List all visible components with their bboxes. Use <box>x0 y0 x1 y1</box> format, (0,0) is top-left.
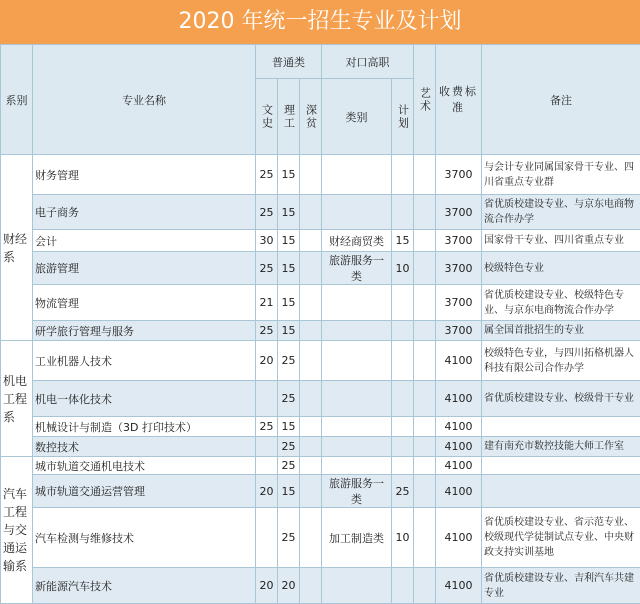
shen-cell <box>300 155 322 195</box>
fee-cell: 4100 <box>436 417 482 437</box>
category-cell <box>322 457 392 475</box>
li-cell: 25 <box>278 437 300 457</box>
category-cell <box>322 437 392 457</box>
category-cell: 财经商贸类 <box>322 230 392 252</box>
plan-cell: 15 <box>392 230 414 252</box>
table-row <box>1 417 640 437</box>
li-cell: 25 <box>278 508 300 568</box>
wen-cell: 20 <box>256 568 278 604</box>
note-cell <box>482 457 640 475</box>
wen-cell <box>256 381 278 417</box>
li-cell: 15 <box>278 417 300 437</box>
wen-cell: 25 <box>256 417 278 437</box>
li-cell: 25 <box>278 341 300 381</box>
major-cell: 汽车检测与维修技术 <box>33 508 256 568</box>
major-cell: 电子商务 <box>33 195 256 230</box>
fee-cell: 4100 <box>436 341 482 381</box>
category-cell <box>322 155 392 195</box>
li-cell: 15 <box>278 195 300 230</box>
table-row <box>1 381 640 417</box>
page-title: 2020 年统一招生专业及计划 <box>0 0 640 44</box>
shen-cell <box>300 252 322 285</box>
plan-cell <box>392 568 414 604</box>
category-cell <box>322 285 392 321</box>
fee-cell: 3700 <box>436 285 482 321</box>
plan-cell <box>392 437 414 457</box>
art-cell <box>414 475 436 508</box>
major-cell: 机电一体化技术 <box>33 381 256 417</box>
note-cell: 属全国首批招生的专业 <box>482 321 640 341</box>
art-cell <box>414 341 436 381</box>
fee-cell: 3700 <box>436 195 482 230</box>
shen-cell <box>300 230 322 252</box>
table-row <box>1 437 640 457</box>
wen-cell <box>256 437 278 457</box>
major-cell: 机械设计与制造（3D 打印技术） <box>33 417 256 437</box>
major-cell: 财务管理 <box>33 155 256 195</box>
wen-cell: 20 <box>256 341 278 381</box>
art-cell <box>414 437 436 457</box>
art-cell <box>414 195 436 230</box>
fee-cell: 3700 <box>436 155 482 195</box>
major-cell: 新能源汽车技术 <box>33 568 256 604</box>
shen-cell <box>300 437 322 457</box>
note-cell <box>482 475 640 508</box>
plan-cell: 10 <box>392 252 414 285</box>
fee-cell: 3700 <box>436 230 482 252</box>
art-cell <box>414 457 436 475</box>
wen-cell <box>256 508 278 568</box>
shen-cell <box>300 195 322 230</box>
art-cell <box>414 155 436 195</box>
table-row <box>1 285 640 321</box>
art-cell <box>414 381 436 417</box>
header-li: 理工 <box>278 79 300 155</box>
li-cell: 15 <box>278 475 300 508</box>
header-wen: 文史 <box>256 79 278 155</box>
header-dept: 系别 <box>1 45 33 155</box>
plan-cell <box>392 417 414 437</box>
shen-cell <box>300 417 322 437</box>
category-cell <box>322 417 392 437</box>
fee-cell: 4100 <box>436 508 482 568</box>
major-cell: 工业机器人技术 <box>33 341 256 381</box>
plan-cell <box>392 195 414 230</box>
wen-cell: 25 <box>256 252 278 285</box>
category-cell <box>322 321 392 341</box>
enrollment-table <box>0 44 640 604</box>
note-cell: 校级特色专业，与四川拓格机器人科技有限公司合作办学 <box>482 341 640 381</box>
category-cell: 加工制造类 <box>322 508 392 568</box>
li-cell: 25 <box>278 381 300 417</box>
note-cell: 省优质校建设专业、与京东电商物流合作办学 <box>482 195 640 230</box>
dept-cell: 财经系 <box>1 155 33 341</box>
category-cell <box>322 195 392 230</box>
shen-cell <box>300 568 322 604</box>
major-cell: 物流管理 <box>33 285 256 321</box>
note-cell: 省优质校建设专业、省示范专业、校级现代学徒制试点专业、中央财政支持实训基地 <box>482 508 640 568</box>
fee-cell: 3700 <box>436 252 482 285</box>
wen-cell <box>256 457 278 475</box>
fee-cell: 3700 <box>436 321 482 341</box>
shen-cell <box>300 321 322 341</box>
header-art: 艺术 <box>414 45 436 155</box>
header-note: 备注 <box>482 45 640 155</box>
art-cell <box>414 321 436 341</box>
art-cell <box>414 230 436 252</box>
table-row <box>1 508 640 568</box>
shen-cell <box>300 475 322 508</box>
header-leibie: 类别 <box>322 79 392 155</box>
li-cell: 15 <box>278 321 300 341</box>
li-cell: 15 <box>278 155 300 195</box>
major-cell: 数控技术 <box>33 437 256 457</box>
note-cell: 国家骨干专业、四川省重点专业 <box>482 230 640 252</box>
fee-cell: 4100 <box>436 457 482 475</box>
note-cell: 省优质校建设专业、吉利汽车共建专业 <box>482 568 640 604</box>
table-row <box>1 475 640 508</box>
wen-cell: 25 <box>256 195 278 230</box>
table-row <box>1 457 640 475</box>
wen-cell: 25 <box>256 155 278 195</box>
table-row <box>1 155 640 195</box>
plan-cell <box>392 285 414 321</box>
dept-cell: 机电工程系 <box>1 341 33 457</box>
major-cell: 城市轨道交通机电技术 <box>33 457 256 475</box>
header-general: 普通类 <box>256 45 322 79</box>
note-cell: 与会计专业同属国家骨干专业、四川省重点专业群 <box>482 155 640 195</box>
li-cell: 15 <box>278 285 300 321</box>
li-cell: 15 <box>278 230 300 252</box>
plan-cell <box>392 341 414 381</box>
li-cell: 20 <box>278 568 300 604</box>
major-cell: 城市轨道交通运营管理 <box>33 475 256 508</box>
art-cell <box>414 568 436 604</box>
plan-cell <box>392 321 414 341</box>
art-cell <box>414 285 436 321</box>
fee-cell: 4100 <box>436 381 482 417</box>
category-cell: 旅游服务一类 <box>322 252 392 285</box>
note-cell: 建有南充市数控技能大师工作室 <box>482 437 640 457</box>
dept-cell: 汽车工程与交通运输系 <box>1 457 33 604</box>
shen-cell <box>300 508 322 568</box>
fee-cell: 4100 <box>436 475 482 508</box>
fee-cell: 4100 <box>436 568 482 604</box>
plan-cell: 10 <box>392 508 414 568</box>
shen-cell <box>300 285 322 321</box>
table-row <box>1 195 640 230</box>
table-row <box>1 230 640 252</box>
plan-cell <box>392 457 414 475</box>
table-row <box>1 252 640 285</box>
wen-cell: 21 <box>256 285 278 321</box>
major-cell: 会计 <box>33 230 256 252</box>
header-major: 专业名称 <box>33 45 256 155</box>
table-row <box>1 321 640 341</box>
note-cell <box>482 417 640 437</box>
category-cell <box>322 341 392 381</box>
shen-cell <box>300 381 322 417</box>
category-cell: 旅游服务一类 <box>322 475 392 508</box>
category-cell <box>322 568 392 604</box>
shen-cell <box>300 457 322 475</box>
header-plan: 计划 <box>392 79 414 155</box>
header-shen: 深贫 <box>300 79 322 155</box>
table-row <box>1 341 640 381</box>
plan-cell <box>392 381 414 417</box>
major-cell: 研学旅行管理与服务 <box>33 321 256 341</box>
table-row <box>1 568 640 604</box>
note-cell: 校级特色专业 <box>482 252 640 285</box>
plan-cell: 25 <box>392 475 414 508</box>
wen-cell: 25 <box>256 321 278 341</box>
art-cell <box>414 417 436 437</box>
art-cell <box>414 252 436 285</box>
category-cell <box>322 381 392 417</box>
plan-cell <box>392 155 414 195</box>
fee-cell: 4100 <box>436 437 482 457</box>
li-cell: 25 <box>278 457 300 475</box>
major-cell: 旅游管理 <box>33 252 256 285</box>
header-duikou: 对口高职 <box>322 45 414 79</box>
wen-cell: 30 <box>256 230 278 252</box>
art-cell <box>414 508 436 568</box>
wen-cell: 20 <box>256 475 278 508</box>
note-cell: 省优质校建设专业、校级骨干专业 <box>482 381 640 417</box>
note-cell: 省优质校建设专业、校级特色专业、与京东电商物流合作办学 <box>482 285 640 321</box>
shen-cell <box>300 341 322 381</box>
li-cell: 15 <box>278 252 300 285</box>
header-fee: 收费标准 <box>436 45 482 155</box>
